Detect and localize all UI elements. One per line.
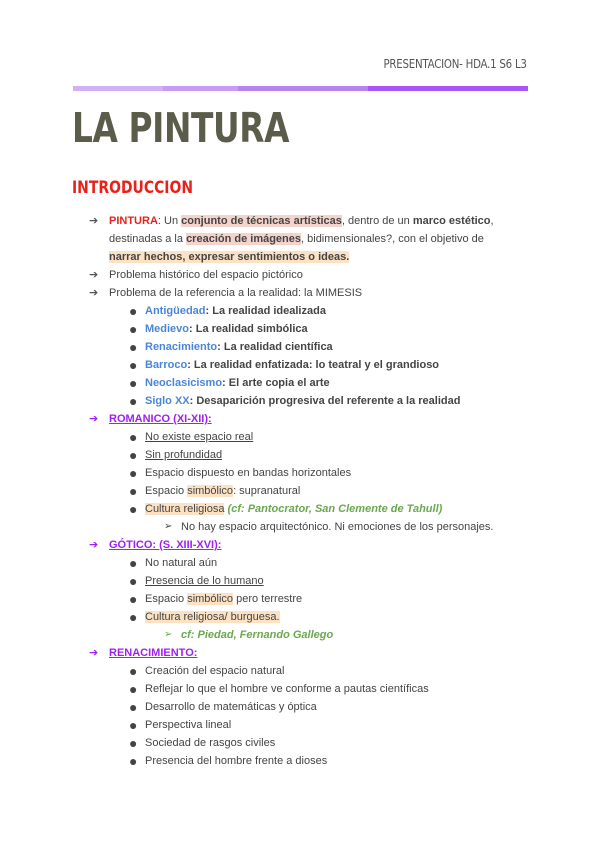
bullet-icon: ● [129, 609, 138, 625]
period-desc: : La realidad simbólica [189, 323, 308, 335]
arrow-icon: ➔ [89, 215, 99, 227]
document-body [0, 212, 600, 770]
text: destinadas a la [109, 233, 187, 245]
arrow-icon: ➔ [89, 647, 99, 659]
period-item [0, 374, 600, 392]
bullet-icon: ● [129, 321, 138, 337]
list-item [0, 716, 600, 734]
reference-text: cf: Piedad, Fernando Gallego [181, 629, 334, 641]
section-title: INTRODUCCION [72, 178, 194, 198]
sub-arrow-icon: ➢ [164, 521, 173, 532]
rule-segment [238, 86, 368, 91]
item-text: Reflejar lo que el hombre ve conforme a pautas científicas [145, 683, 429, 695]
highlight: Cultura religiosa [145, 503, 225, 515]
romanico-heading [0, 410, 600, 428]
heading-text: RENACIMIENTO: [109, 647, 198, 659]
period-item [0, 320, 600, 338]
list-item [0, 662, 600, 680]
item-text: : supranatural [233, 485, 301, 497]
bullet-icon: ● [129, 339, 138, 355]
bullet-icon: ● [129, 753, 138, 769]
item-text: Espacio [145, 593, 188, 605]
period-desc: : El arte copia el arte [222, 377, 330, 389]
list-item [0, 554, 600, 572]
highlight: narrar hechos, expresar sentimientos o ideas. [109, 251, 350, 263]
period-desc: : La realidad científica [217, 341, 333, 353]
list-item [0, 734, 600, 752]
item-text: No existe espacio real [145, 431, 254, 443]
item-text: Sociedad de rasgos civiles [145, 737, 276, 749]
rule-segment [163, 86, 238, 91]
bullet-icon: ● [129, 393, 138, 409]
renacimiento-heading [0, 644, 600, 662]
header-rule [73, 86, 528, 91]
bullet-icon: ● [129, 663, 138, 679]
rule-segment [368, 86, 528, 91]
list-item [0, 698, 600, 716]
period-item [0, 356, 600, 374]
list-item [0, 590, 600, 608]
item-text: Presencia de lo humano [145, 575, 264, 587]
period-name: Medievo [145, 323, 190, 335]
bullet-icon: ● [129, 735, 138, 751]
bullet-icon: ● [129, 465, 138, 481]
term: PINTURA [109, 215, 158, 227]
bullet-icon: ● [129, 375, 138, 391]
highlight: creación de imágenes [186, 233, 302, 245]
list-item [0, 266, 600, 284]
page-title: LA PINTURA [72, 104, 290, 152]
bullet-icon: ● [129, 573, 138, 589]
arrow-icon: ➔ [89, 287, 99, 299]
highlight: simbólico [187, 485, 234, 497]
highlight: Cultura religiosa/ burguesa. [145, 611, 280, 623]
bold-text: marco estético [412, 215, 491, 227]
item-text: pero terrestre [233, 593, 303, 605]
reference-text: (cf: Pantocrator, San Clemente de Tahull) [224, 503, 443, 515]
bullet-icon: ● [129, 357, 138, 373]
list-item [0, 572, 600, 590]
bullet-icon: ● [129, 447, 138, 463]
item-text: No natural aún [145, 557, 218, 569]
sub-item [0, 626, 600, 644]
period-name: Antigüedad [145, 305, 206, 317]
bullet-icon: ● [129, 555, 138, 571]
item-text: Sin profundidad [145, 449, 223, 461]
period-name: Siglo XX [145, 395, 190, 407]
list-item [0, 752, 600, 770]
bullet-icon: ● [129, 591, 138, 607]
period-name: Barroco [145, 359, 188, 371]
text: , [490, 215, 494, 227]
list-item [0, 500, 600, 518]
period-name: Renacimiento [145, 341, 218, 353]
item-text: Problema de la referencia a la realidad: la MIMESIS [109, 287, 363, 299]
list-item [0, 680, 600, 698]
item-text: Desarrollo de matemáticas y óptica [145, 701, 317, 713]
item-text: Perspectiva lineal [145, 719, 232, 731]
period-item [0, 392, 600, 410]
arrow-icon: ➔ [89, 539, 99, 551]
heading-text: ROMANICO (XI-XII): [109, 413, 212, 425]
bullet-icon: ● [129, 483, 138, 499]
bullet-icon: ● [129, 717, 138, 733]
bullet-icon: ● [129, 681, 138, 697]
period-name: Neoclasicismo [145, 377, 223, 389]
highlight: conjunto de técnicas artísticas [181, 215, 342, 227]
arrow-icon: ➔ [89, 413, 99, 425]
document-header-code: PRESENTACION- HDA.1 S6 L3 [383, 56, 527, 71]
highlight: simbólico [187, 593, 234, 605]
list-item [0, 446, 600, 464]
sub-arrow-icon: ➢ [164, 629, 173, 640]
list-item [0, 464, 600, 482]
bullet-icon: ● [129, 303, 138, 319]
period-desc: : La realidad idealizada [205, 305, 326, 317]
bullet-icon: ● [129, 429, 138, 445]
heading-text: GÓTICO: (S. XIII-XVI): [109, 539, 222, 551]
text: : Un [157, 215, 182, 227]
item-text: Presencia del hombre frente a dioses [145, 755, 328, 767]
period-desc: : Desaparición progresiva del referente a la realidad [189, 395, 461, 407]
text: , bidimensionales?, con el objetivo de [301, 233, 484, 245]
list-item [0, 284, 600, 302]
period-desc: : La realidad enfatizada: lo teatral y el grandioso [187, 359, 440, 371]
period-item [0, 302, 600, 320]
arrow-icon: ➔ [89, 269, 99, 281]
gotico-heading [0, 536, 600, 554]
item-text: Problema histórico del espacio pictórico [109, 269, 303, 281]
item-text: Creación del espacio natural [145, 665, 285, 677]
period-item [0, 338, 600, 356]
sub-item [0, 518, 600, 536]
bullet-icon: ● [129, 699, 138, 715]
bullet-icon: ● [129, 501, 138, 517]
list-item [0, 428, 600, 446]
item-text: No hay espacio arquitectónico. Ni emociones de los personajes. [181, 521, 494, 533]
item-text: Espacio [145, 485, 188, 497]
text: , dentro de un [341, 215, 413, 227]
list-item [0, 482, 600, 500]
list-item [0, 608, 600, 626]
intro-item [0, 212, 509, 266]
item-text: Espacio dispuesto en bandas horizontales [145, 467, 352, 479]
rule-segment [73, 86, 163, 91]
